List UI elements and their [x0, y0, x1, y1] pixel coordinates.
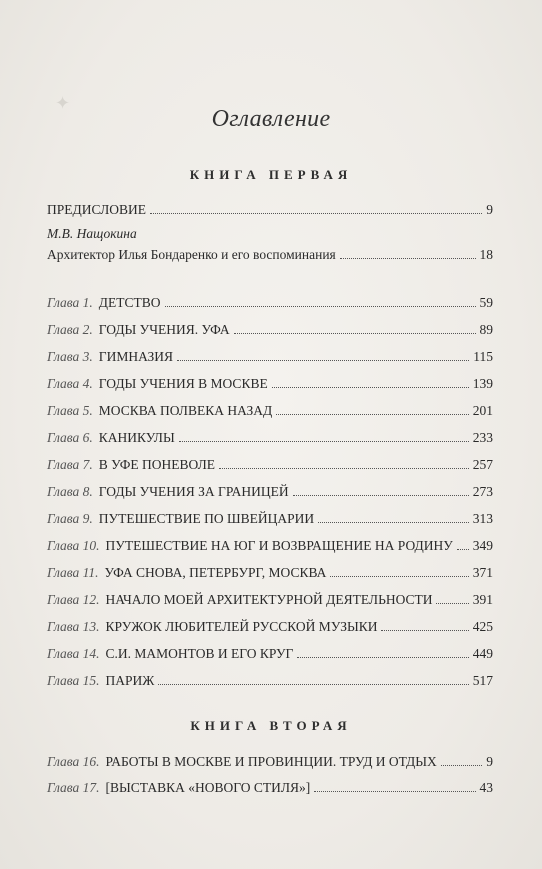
page-number: 201	[472, 403, 493, 418]
toc-entry-chapter-11[interactable]	[47, 563, 493, 581]
dot-leader	[177, 360, 469, 361]
page-number: 517	[472, 673, 493, 688]
entry-title: Архитектор Илья Бондаренко и его воспоминания	[47, 247, 336, 262]
chapter-prefix: Глава 1.	[47, 295, 93, 310]
entry-title: ГОДЫ УЧЕНИЯ В МОСКВЕ	[98, 376, 268, 391]
dot-leader	[219, 468, 469, 469]
entry-title: ДЕТСТВО	[98, 295, 161, 310]
entry-title: УФА СНОВА, ПЕТЕРБУРГ, МОСКВА	[104, 565, 327, 580]
page-number: 371	[472, 565, 493, 580]
toc-entry-chapter-16[interactable]	[47, 752, 493, 770]
toc-entry-chapter-9[interactable]	[47, 509, 493, 527]
chapter-prefix: Глава 9.	[47, 511, 93, 526]
toc-entry-chapter-7[interactable]	[47, 455, 493, 473]
chapter-prefix: Глава 14.	[47, 646, 100, 661]
entry-title: РАБОТЫ В МОСКВЕ И ПРОВИНЦИИ. ТРУД И ОТДЫХ	[105, 754, 437, 769]
toc-entry-essay[interactable]	[47, 245, 493, 263]
dot-leader	[330, 576, 468, 577]
dot-leader	[297, 657, 468, 658]
chapter-prefix: Глава 4.	[47, 376, 93, 391]
dot-leader	[150, 213, 482, 214]
page-number: 391	[472, 592, 493, 607]
toc-entry-chapter-1[interactable]	[47, 293, 493, 311]
page-number: 59	[479, 295, 493, 310]
toc-entry-chapter-3[interactable]	[47, 347, 493, 365]
page-number: 89	[479, 322, 493, 337]
chapter-prefix: Глава 7.	[47, 457, 93, 472]
chapter-prefix: Глава 15.	[47, 673, 100, 688]
entry-title: ПУТЕШЕСТВИЕ НА ЮГ И ВОЗВРАЩЕНИЕ НА РОДИНУ	[105, 538, 453, 553]
dot-leader	[272, 387, 469, 388]
toc-entry-chapter-8[interactable]	[47, 482, 493, 500]
page-number: 349	[472, 538, 493, 553]
chapter-prefix: Глава 12.	[47, 592, 100, 607]
toc-entry-chapter-17[interactable]	[47, 778, 493, 796]
entry-title: ГИМНАЗИЯ	[98, 349, 174, 364]
chapter-prefix: Глава 13.	[47, 619, 100, 634]
entry-title: МОСКВА ПОЛВЕКА НАЗАД	[98, 403, 273, 418]
chapter-prefix: Глава 5.	[47, 403, 93, 418]
entry-title: [ВЫСТАВКА «НОВОГО СТИЛЯ»]	[105, 780, 311, 795]
chapter-prefix: Глава 16.	[47, 754, 100, 769]
dot-leader	[314, 791, 475, 792]
dot-leader	[340, 258, 476, 259]
page-number: 313	[472, 511, 493, 526]
toc-title: Оглавление	[211, 106, 331, 132]
dot-leader	[318, 522, 469, 523]
page-number: 9	[486, 754, 493, 769]
toc-entry-chapter-13[interactable]	[47, 617, 493, 635]
dot-leader	[293, 495, 469, 496]
page-number: 425	[472, 619, 493, 634]
dot-leader	[234, 333, 476, 334]
toc-entry-chapter-15[interactable]	[47, 671, 493, 689]
toc-entry-chapter-5[interactable]	[47, 401, 493, 419]
dot-leader	[436, 603, 468, 604]
page-number: 43	[479, 780, 493, 795]
entry-title: КАНИКУЛЫ	[98, 430, 175, 445]
chapter-prefix: Глава 11.	[47, 565, 99, 580]
book-one-heading: КНИГА ПЕРВАЯ	[189, 167, 353, 182]
chapter-prefix: Глава 6.	[47, 430, 93, 445]
entry-title: В УФЕ ПОНЕВОЛЕ	[98, 457, 215, 472]
page-number: 257	[472, 457, 493, 472]
chapter-prefix: Глава 8.	[47, 484, 93, 499]
chapter-prefix: Глава 2.	[47, 322, 93, 337]
dot-leader	[457, 549, 469, 550]
entry-title: ГОДЫ УЧЕНИЯ ЗА ГРАНИЦЕЙ	[98, 484, 289, 499]
entry-title: ПАРИЖ	[105, 673, 155, 688]
toc-entry-chapter-4[interactable]	[47, 374, 493, 392]
essay-author: М.В. Нащокина	[47, 226, 137, 241]
page-number: 273	[472, 484, 493, 499]
entry-title: НАЧАЛО МОЕЙ АРХИТЕКТУРНОЙ ДЕЯТЕЛЬНОСТИ	[105, 592, 433, 607]
show-through-mark: ✦	[55, 93, 71, 113]
page-number: 9	[486, 202, 493, 217]
page-number: 449	[472, 646, 493, 661]
toc-entry-chapter-14[interactable]	[47, 644, 493, 662]
toc-entry-preface[interactable]	[47, 200, 493, 218]
page-number: 233	[472, 430, 493, 445]
chapter-prefix: Глава 3.	[47, 349, 93, 364]
chapter-prefix: Глава 17.	[47, 780, 100, 795]
toc-entry-chapter-12[interactable]	[47, 590, 493, 608]
toc-entry-chapter-10[interactable]	[47, 536, 493, 554]
dot-leader	[165, 306, 476, 307]
dot-leader	[381, 630, 468, 631]
dot-leader	[179, 441, 469, 442]
entry-title: ГОДЫ УЧЕНИЯ. УФА	[98, 322, 230, 337]
toc-entry-chapter-6[interactable]	[47, 428, 493, 446]
entry-title: С.И. МАМОНТОВ И ЕГО КРУГ	[105, 646, 294, 661]
dot-leader	[158, 684, 468, 685]
entry-title: ПРЕДИСЛОВИЕ	[47, 202, 147, 217]
page-number: 115	[473, 349, 493, 364]
toc-entry-chapter-2[interactable]	[47, 320, 493, 338]
chapter-prefix: Глава 10.	[47, 538, 100, 553]
entry-title: КРУЖОК ЛЮБИТЕЛЕЙ РУССКОЙ МУЗЫКИ	[105, 619, 378, 634]
page-number: 18	[479, 247, 493, 262]
book-two-heading: КНИГА ВТОРАЯ	[190, 718, 352, 733]
entry-title: ПУТЕШЕСТВИЕ ПО ШВЕЙЦАРИИ	[98, 511, 315, 526]
dot-leader	[441, 765, 482, 766]
page-number: 139	[472, 376, 493, 391]
dot-leader	[276, 414, 469, 415]
